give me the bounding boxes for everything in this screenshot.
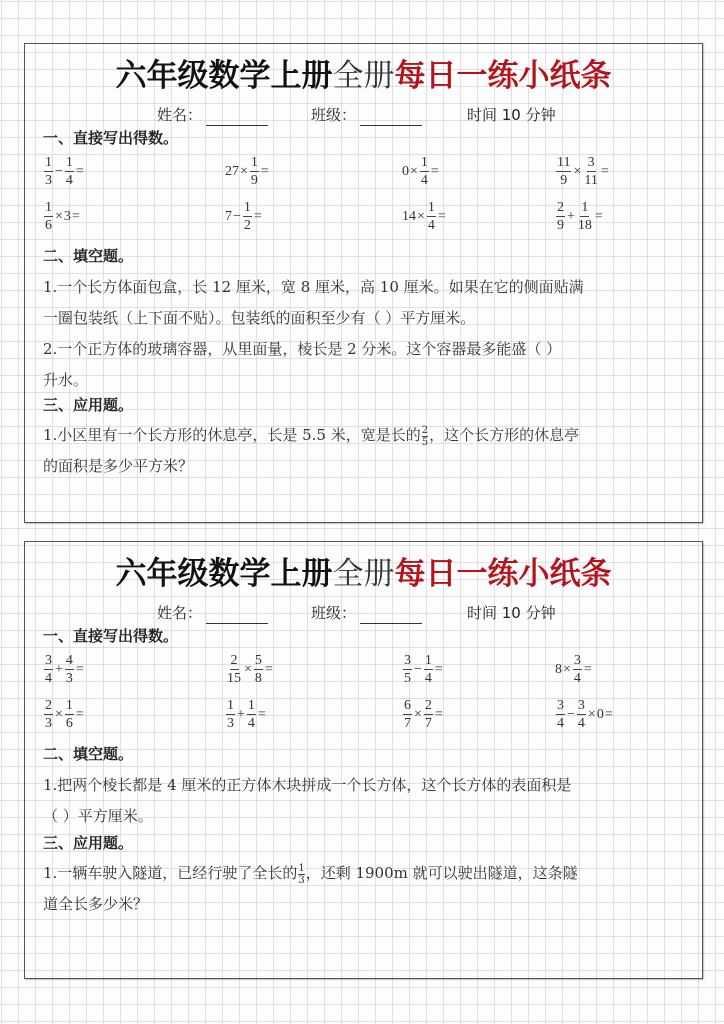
- denominator: 4: [424, 671, 432, 686]
- title-daily-text: 每日一练小纸条: [394, 58, 612, 94]
- word-q1-text-a: 1.一辆车驶入隧道，已经行驶了全长的: [43, 864, 298, 882]
- worksheet-title: [25, 54, 702, 98]
- section-heading-calc: 一、直接写出得数。: [43, 627, 179, 645]
- operator: =: [71, 208, 80, 224]
- calc-expression: [43, 154, 85, 189]
- name-field: [157, 104, 268, 126]
- operator: ×: [240, 163, 248, 179]
- word-q1-line1: [43, 858, 688, 889]
- numerator: 3: [577, 698, 585, 713]
- fill-q2-line2: 升水。: [43, 371, 89, 389]
- fraction: [254, 652, 263, 687]
- class-label: 班级：: [311, 106, 357, 124]
- time-label: 时间 10 分钟: [467, 106, 556, 124]
- calc-row: [25, 154, 702, 194]
- fraction: [243, 199, 252, 234]
- denominator: 4: [577, 716, 585, 731]
- operator: −: [55, 163, 63, 179]
- section-heading-word: 三、应用题。: [43, 396, 134, 414]
- name-field: [157, 602, 268, 624]
- operator: =: [434, 706, 443, 722]
- number: 27: [225, 163, 239, 179]
- denominator: 4: [247, 716, 255, 731]
- fraction: [420, 154, 429, 189]
- time-label: 时间 10 分钟: [467, 604, 556, 622]
- numerator: 1: [250, 155, 258, 170]
- number: 3: [63, 208, 71, 224]
- numerator: 1: [424, 653, 432, 668]
- fraction: [424, 697, 433, 732]
- calc-row: [25, 697, 702, 737]
- denominator: 9: [557, 218, 564, 233]
- fraction: [403, 697, 412, 732]
- numerator: 3: [587, 155, 595, 170]
- operator: +: [55, 661, 63, 677]
- numerator: 1: [65, 155, 73, 170]
- fill-q1-line1: 1.把两个棱长都是 4 厘米的正方体木块拼成一个长方体，这个长方体的表面积是: [43, 776, 572, 794]
- operator: +: [567, 208, 575, 224]
- fraction: [556, 199, 565, 234]
- fraction: [247, 697, 256, 732]
- word-q1-line2: 的面积是多少平方米？: [43, 457, 194, 475]
- denominator: 9: [250, 173, 258, 188]
- calc-expression: [402, 154, 440, 189]
- fraction: [573, 652, 582, 687]
- numerator: 3: [45, 653, 52, 668]
- denominator: 15: [227, 671, 241, 686]
- denominator: 9: [560, 173, 568, 188]
- operator: ×: [563, 661, 571, 677]
- numerator: 1: [581, 200, 589, 215]
- numerator: 1: [65, 698, 73, 713]
- fill-question-1: [43, 272, 688, 396]
- fraction: [65, 652, 74, 687]
- class-blank[interactable]: [360, 607, 422, 624]
- class-label: 班级：: [311, 604, 357, 622]
- calc-expression: [555, 154, 610, 189]
- title-daily-text: 每日一练小纸条: [394, 556, 612, 592]
- number: 7: [225, 208, 232, 224]
- frac-numerator: 1: [298, 862, 305, 874]
- word-q1-line2: 道全长多少米？: [43, 895, 149, 913]
- section-heading-calc: 一、直接写出得数。: [43, 129, 179, 147]
- denominator: 4: [427, 218, 435, 233]
- operator: =: [257, 706, 266, 722]
- calc-expression: [555, 697, 614, 732]
- fraction: [44, 697, 53, 732]
- calc-row: [25, 199, 702, 239]
- numerator: 3: [557, 698, 564, 713]
- numerator: 1: [420, 155, 428, 170]
- number: 8: [555, 661, 562, 677]
- denominator: 4: [65, 173, 73, 188]
- denominator: 4: [45, 671, 52, 686]
- fill-q1-line2: （ ）平方厘米。: [43, 807, 153, 825]
- section-heading-fill: 二、填空题。: [43, 745, 134, 763]
- denominator: 3: [45, 173, 52, 188]
- title-grade-text: 六年级数学上册: [115, 58, 333, 94]
- operator: ×: [244, 661, 252, 677]
- denominator: 4: [420, 173, 428, 188]
- fraction: [577, 199, 593, 234]
- operator: =: [264, 661, 273, 677]
- word-q1-text-b: ，还剩 1900m 就可以驶出隧道，这条隧: [305, 864, 578, 882]
- calc-expression: [225, 154, 270, 189]
- numerator: 3: [573, 653, 581, 668]
- frac-denominator: 3: [298, 874, 305, 886]
- calc-row: [25, 652, 702, 692]
- class-field: [311, 104, 422, 126]
- frac-numerator: 2: [421, 424, 429, 436]
- class-field: [311, 602, 422, 624]
- fraction: [65, 154, 74, 189]
- calc-expression: [43, 652, 85, 687]
- word-question-1: [43, 858, 688, 920]
- title-volume-text: 全册: [332, 556, 395, 592]
- numerator: 1: [45, 200, 52, 215]
- numerator: 1: [243, 200, 251, 215]
- fill-q2-line1: 2.一个正方体的玻璃容器，从里面量，棱长是 2 分米。这个容器最多能盛（ ）: [43, 340, 562, 358]
- operator: ×: [414, 706, 422, 722]
- operator: −: [233, 208, 241, 224]
- inline-fraction: [422, 425, 428, 448]
- operator: =: [260, 163, 269, 179]
- operator: ×: [587, 706, 596, 722]
- calc-expression: [225, 199, 263, 234]
- numerator: 4: [65, 653, 73, 668]
- fraction: [424, 652, 433, 687]
- numerator: 2: [424, 698, 432, 713]
- numerator: 2: [557, 200, 564, 215]
- word-question-1: [43, 420, 688, 482]
- calc-expression: [402, 199, 447, 234]
- name-blank[interactable]: [206, 109, 268, 126]
- denominator: 5: [404, 671, 411, 686]
- section-heading-fill: 二、填空题。: [43, 247, 134, 265]
- denominator: 2: [243, 218, 251, 233]
- worksheet-card-2: [24, 541, 703, 979]
- name-label: 姓名：: [157, 106, 203, 124]
- operator: =: [604, 706, 613, 722]
- numerator: 1: [427, 200, 435, 215]
- operator: =: [75, 706, 84, 722]
- numerator: 2: [230, 653, 238, 668]
- word-q1-text-b: ，这个长方形的休息亭: [429, 426, 580, 444]
- denominator: 3: [45, 716, 52, 731]
- calc-expression: [225, 697, 267, 732]
- calc-expression: [43, 697, 85, 732]
- numerator: 1: [227, 698, 234, 713]
- operator: =: [75, 661, 84, 677]
- calc-expression: [555, 652, 593, 687]
- fill-q1-line1: 1.一个长方体面包盒，长 12 厘米，宽 8 厘米，高 10 厘米。如果在它的侧面贴满: [43, 278, 584, 296]
- operator: =: [437, 208, 446, 224]
- operator: =: [75, 163, 84, 179]
- denominator: 4: [573, 671, 581, 686]
- fraction: [226, 652, 242, 687]
- number: 0: [402, 163, 409, 179]
- fraction: [583, 154, 598, 189]
- name-label: 姓名：: [157, 604, 203, 622]
- denominator: 11: [584, 173, 598, 188]
- calc-expression: [402, 697, 444, 732]
- fraction: [44, 199, 53, 234]
- operator: =: [253, 208, 262, 224]
- numerator: 6: [404, 698, 411, 713]
- operator: =: [434, 661, 443, 677]
- fraction: [226, 697, 235, 732]
- word-q1-line1: [43, 420, 688, 451]
- number: 14: [402, 208, 416, 224]
- calc-expression: [225, 652, 274, 687]
- fraction: [65, 697, 74, 732]
- fraction: [556, 154, 571, 189]
- denominator: 6: [45, 218, 52, 233]
- numerator: 2: [45, 698, 52, 713]
- fill-question-1: [43, 770, 688, 832]
- operator: ×: [55, 208, 63, 224]
- denominator: 18: [577, 218, 592, 233]
- operator: ×: [417, 208, 425, 224]
- fill-q1-line2: 一圈包装纸（上下面不贴）。包装纸的面积至少有（ ）平方厘米。: [43, 309, 476, 327]
- fraction: [427, 199, 436, 234]
- class-blank[interactable]: [360, 109, 422, 126]
- operator: ×: [410, 163, 418, 179]
- worksheet-card-1: [24, 43, 703, 523]
- fraction: [44, 652, 53, 687]
- denominator: 6: [65, 716, 73, 731]
- denominator: 3: [65, 671, 73, 686]
- calc-expression: [555, 199, 604, 234]
- numerator: 1: [247, 698, 255, 713]
- operator: −: [414, 661, 422, 677]
- calc-expression: [402, 652, 444, 687]
- operator: −: [567, 706, 575, 722]
- denominator: 7: [424, 716, 432, 731]
- operator: =: [600, 163, 609, 179]
- operator: ×: [55, 706, 63, 722]
- numerator: 11: [557, 155, 571, 170]
- numerator: 5: [254, 653, 262, 668]
- fraction: [250, 154, 259, 189]
- fraction: [577, 697, 586, 732]
- frac-denominator: 5: [421, 436, 429, 448]
- operator: ×: [573, 163, 582, 179]
- operator: =: [430, 163, 439, 179]
- calc-expression: [43, 199, 81, 234]
- denominator: 3: [227, 716, 234, 731]
- inline-fraction: [298, 863, 304, 886]
- operator: +: [237, 706, 245, 722]
- title-volume-text: 全册: [332, 58, 395, 94]
- operator: =: [594, 208, 603, 224]
- fraction: [556, 697, 565, 732]
- worksheet-title: [25, 552, 702, 596]
- numerator: 1: [45, 155, 52, 170]
- denominator: 8: [254, 671, 262, 686]
- fraction: [403, 652, 412, 687]
- section-heading-word: 三、应用题。: [43, 834, 134, 852]
- fraction: [44, 154, 53, 189]
- denominator: 7: [404, 716, 411, 731]
- operator: =: [583, 661, 592, 677]
- word-q1-text-a: 1.小区里有一个长方形的休息亭，长是 5.5 米，宽是长的: [43, 426, 421, 444]
- name-blank[interactable]: [206, 607, 268, 624]
- denominator: 4: [557, 716, 564, 731]
- title-grade-text: 六年级数学上册: [115, 556, 333, 592]
- numerator: 3: [404, 653, 411, 668]
- number: 0: [596, 706, 604, 722]
